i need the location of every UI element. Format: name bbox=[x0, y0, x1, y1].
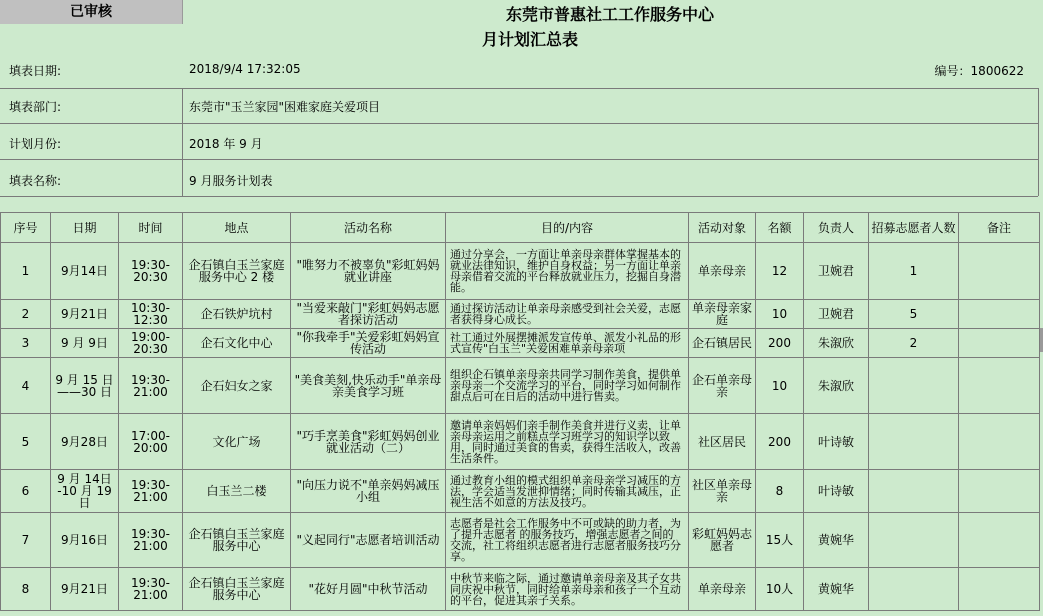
row-activity: "巧手烹美食"彩虹妈妈创业就业活动（二） bbox=[291, 414, 446, 470]
row-remark bbox=[959, 414, 1040, 470]
column-header: 序号 bbox=[1, 213, 51, 243]
row-remark bbox=[959, 470, 1040, 513]
row-date: 9 月 14日 -10 月 19 日 bbox=[51, 470, 119, 513]
fill-date-label: 填表日期: bbox=[9, 64, 62, 78]
row-leader: 黄婉华 bbox=[804, 513, 869, 568]
row-purpose: 组织企石镇单亲母亲共同学习制作美食，提供单亲母亲一个交流学习的平台，同时学习如何制作甜点后可在日后的活动中进行售卖。 bbox=[446, 358, 689, 414]
row-quota: 10 bbox=[756, 358, 804, 414]
row-quota: 10人 bbox=[756, 568, 804, 611]
row-leader: 叶诗敏 bbox=[804, 414, 869, 470]
row-volunteers bbox=[869, 568, 959, 611]
row-number: 2 bbox=[1, 300, 51, 329]
table-row bbox=[1, 470, 1040, 513]
plan-table bbox=[0, 212, 1040, 611]
row-remark bbox=[959, 358, 1040, 414]
table-row bbox=[1, 243, 1040, 300]
row-volunteers bbox=[869, 513, 959, 568]
fill-date-value: 2018/9/4 17:32:05 bbox=[189, 62, 301, 76]
column-divider bbox=[1038, 88, 1039, 196]
row-activity: "当爱来敲门"彩虹妈妈志愿者探访活动 bbox=[291, 300, 446, 329]
row-remark bbox=[959, 243, 1040, 300]
row-leader: 朱溆欣 bbox=[804, 329, 869, 358]
row-time: 19:00-20:30 bbox=[119, 329, 183, 358]
table-row bbox=[1, 358, 1040, 414]
row-leader: 朱溆欣 bbox=[804, 358, 869, 414]
row-date: 9月21日 bbox=[51, 568, 119, 611]
row-leader: 卫婉君 bbox=[804, 243, 869, 300]
row-date: 9 月 9日 bbox=[51, 329, 119, 358]
row-volunteers bbox=[869, 414, 959, 470]
row-purpose: 社工通过外展摆摊派发宣传单、派发小礼品的形式宣传"白玉兰"关爱困难单亲母亲项 bbox=[446, 329, 689, 358]
serial-number bbox=[935, 62, 1024, 79]
row-volunteers: 5 bbox=[869, 300, 959, 329]
row-number: 1 bbox=[1, 243, 51, 300]
row-date: 9月14日 bbox=[51, 243, 119, 300]
row-remark bbox=[959, 300, 1040, 329]
column-header: 时间 bbox=[119, 213, 183, 243]
divider bbox=[0, 196, 1038, 197]
row-target: 彩虹妈妈志愿者 bbox=[689, 513, 756, 568]
column-header: 日期 bbox=[51, 213, 119, 243]
row-place: 白玉兰二楼 bbox=[183, 470, 291, 513]
row-place: 企石镇白玉兰家庭服务中心 bbox=[183, 513, 291, 568]
row-time: 19:30-21:00 bbox=[119, 470, 183, 513]
row-quota: 12 bbox=[756, 243, 804, 300]
column-header: 名额 bbox=[756, 213, 804, 243]
row-quota: 200 bbox=[756, 414, 804, 470]
column-header: 地点 bbox=[183, 213, 291, 243]
row-volunteers: 1 bbox=[869, 243, 959, 300]
row-purpose: 通过探访活动让单亲母亲感受到社会关爱，志愿者获得身心成长。 bbox=[446, 300, 689, 329]
row-date: 9 月 15 日——30 日 bbox=[51, 358, 119, 414]
row-time: 19:30-21:00 bbox=[119, 568, 183, 611]
table-row bbox=[1, 300, 1040, 329]
row-activity: "义起同行"志愿者培训活动 bbox=[291, 513, 446, 568]
row-number: 8 bbox=[1, 568, 51, 611]
row-leader: 叶诗敏 bbox=[804, 470, 869, 513]
serial-label: 编号： bbox=[934, 64, 971, 78]
plan-month-label: 计划月份: bbox=[9, 137, 62, 151]
column-header: 活动名称 bbox=[291, 213, 446, 243]
column-header: 招募志愿者人数 bbox=[869, 213, 959, 243]
row-time: 19:30-21:00 bbox=[119, 513, 183, 568]
row-number: 7 bbox=[1, 513, 51, 568]
row-date: 9月28日 bbox=[51, 414, 119, 470]
row-purpose: 通过教育小组的模式组织单亲母亲学习减压的方法，学会适当发泄抑情绪；同时传输其减压，正视生活不如意的方法及技巧。 bbox=[446, 470, 689, 513]
department-value: 东莞市"玉兰家园"困难家庭关爱项目 bbox=[189, 100, 381, 114]
row-number: 5 bbox=[1, 414, 51, 470]
row-remark bbox=[959, 568, 1040, 611]
row-volunteers bbox=[869, 470, 959, 513]
row-purpose: 邀请单亲妈妈们亲手制作美食并进行义卖，让单亲母亲运用之前糕点学习班学习的知识学以致用，同时通过美食的售卖，获得生活收入，改善生活条件。 bbox=[446, 414, 689, 470]
row-quota: 200 bbox=[756, 329, 804, 358]
row-purpose: 中秋节来临之际，通过邀请单亲母亲及其子女共同庆祝中秋节，同时给单亲母亲和孩子一个互动的平台，促进其亲子关系。 bbox=[446, 568, 689, 611]
form-name-value: 9 月服务计划表 bbox=[189, 174, 273, 188]
row-place: 企石镇白玉兰家庭服务中心 2 楼 bbox=[183, 243, 291, 300]
table-row bbox=[1, 329, 1040, 358]
row-activity: "唯努力不被辜负"彩虹妈妈就业讲座 bbox=[291, 243, 446, 300]
row-time: 19:30-20:30 bbox=[119, 243, 183, 300]
row-remark bbox=[959, 513, 1040, 568]
row-time: 19:30-21:00 bbox=[119, 358, 183, 414]
row-activity: "花好月圆"中秋节活动 bbox=[291, 568, 446, 611]
row-time: 17:00-20:00 bbox=[119, 414, 183, 470]
table-row bbox=[1, 513, 1040, 568]
row-number: 3 bbox=[1, 329, 51, 358]
row-target: 社区居民 bbox=[689, 414, 756, 470]
row-date: 9月16日 bbox=[51, 513, 119, 568]
row-target: 社区单亲母亲 bbox=[689, 470, 756, 513]
plan-month-value: 2018 年 9 月 bbox=[189, 137, 263, 151]
row-place: 企石镇白玉兰家庭服务中心 bbox=[183, 568, 291, 611]
row-leader: 黄婉华 bbox=[804, 568, 869, 611]
status-badge: 已审核 bbox=[0, 0, 183, 24]
column-header: 活动对象 bbox=[689, 213, 756, 243]
row-date: 9月21日 bbox=[51, 300, 119, 329]
row-activity: "向压力说不"单亲妈妈减压小组 bbox=[291, 470, 446, 513]
form-name-label: 填表名称: bbox=[9, 174, 62, 188]
row-volunteers bbox=[869, 358, 959, 414]
row-target: 企石单亲母亲 bbox=[689, 358, 756, 414]
row-place: 企石妇女之家 bbox=[183, 358, 291, 414]
row-purpose: 志愿者是社会工作服务中不可或缺的助力者，为了提升志愿者 的服务技巧，增强志愿者之间的交流，社工将组织志愿者进行志愿者服务技巧分享。 bbox=[446, 513, 689, 568]
row-activity: "你我牵手"关爱彩虹妈妈宣传活动 bbox=[291, 329, 446, 358]
row-target: 企石镇居民 bbox=[689, 329, 756, 358]
row-quota: 15人 bbox=[756, 513, 804, 568]
divider bbox=[0, 123, 1038, 124]
row-quota: 8 bbox=[756, 470, 804, 513]
table-header-row bbox=[1, 213, 1040, 243]
row-place: 企石铁炉坑村 bbox=[183, 300, 291, 329]
row-target: 单亲母亲家庭 bbox=[689, 300, 756, 329]
row-quota: 10 bbox=[756, 300, 804, 329]
row-time: 10:30-12:30 bbox=[119, 300, 183, 329]
column-header: 负责人 bbox=[804, 213, 869, 243]
row-place: 文化广场 bbox=[183, 414, 291, 470]
column-divider bbox=[182, 88, 183, 196]
table-row bbox=[1, 414, 1040, 470]
row-volunteers: 2 bbox=[869, 329, 959, 358]
organization-title: 东莞市普惠社工工作服务中心 bbox=[505, 5, 714, 24]
row-purpose: 通过分享会，一方面让单亲母亲群体掌握基本的就业法律知识，维护自身权益；另一方面让单亲母亲借着交流的平台释放就业压力，挖掘自身潜能。 bbox=[446, 243, 689, 300]
row-number: 4 bbox=[1, 358, 51, 414]
column-header: 目的/内容 bbox=[446, 213, 689, 243]
serial-value: 1800622 bbox=[970, 64, 1024, 78]
divider bbox=[0, 159, 1038, 160]
table-row bbox=[1, 568, 1040, 611]
column-header: 备注 bbox=[959, 213, 1040, 243]
row-leader: 卫婉君 bbox=[804, 300, 869, 329]
report-title: 月计划汇总表 bbox=[481, 30, 578, 49]
divider bbox=[0, 88, 1038, 89]
row-target: 单亲母亲 bbox=[689, 568, 756, 611]
row-number: 6 bbox=[1, 470, 51, 513]
row-target: 单亲母亲 bbox=[689, 243, 756, 300]
department-label: 填表部门: bbox=[9, 100, 62, 114]
row-place: 企石文化中心 bbox=[183, 329, 291, 358]
row-remark bbox=[959, 329, 1040, 358]
row-activity: "美食美刻,快乐动手"单亲母亲美食学习班 bbox=[291, 358, 446, 414]
